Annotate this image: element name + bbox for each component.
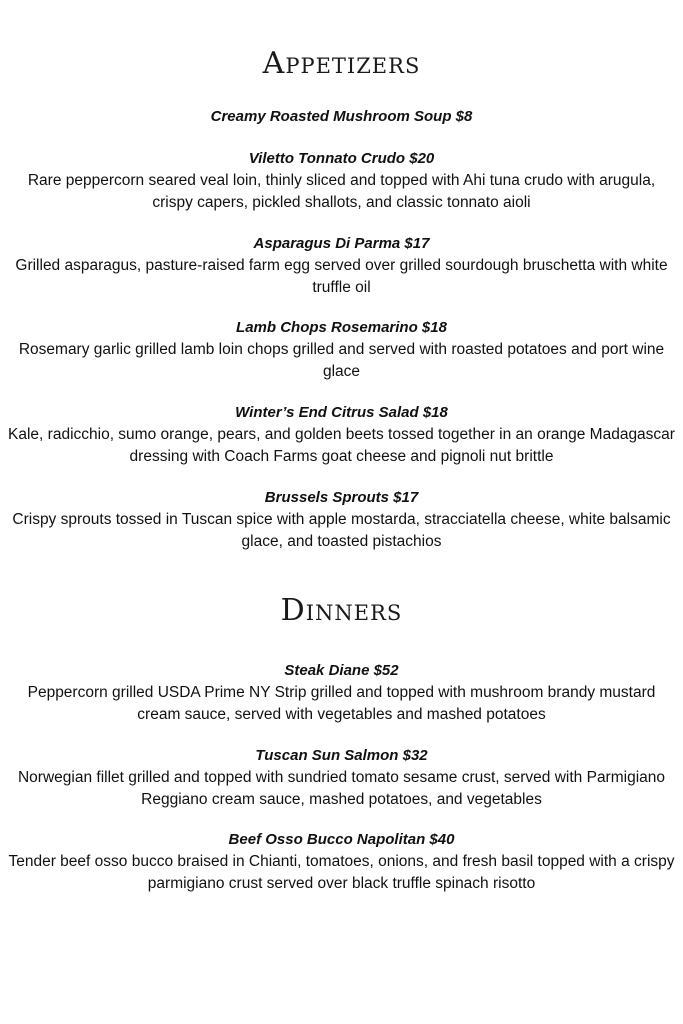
item-description: Tender beef osso bucco braised in Chianti, tomatoes, onions, and fresh basil topped with a crispy parmigiano crust served over black truffle spinach risotto [8,853,675,892]
menu-item [0,660,683,725]
item-description: Rare peppercorn seared veal loin, thinly sliced and topped with Ahi tuna crudo with arugula, crispy capers, pickled shallots, and classic tonnato aioli [27,172,656,211]
item-heading: Viletto Tonnato Crudo $20 [248,150,435,167]
section-title-appetizers: Appetizers [262,46,421,81]
item-heading: Lamb Chops Rosemarino $18 [236,319,447,336]
item-heading: Beef Osso Bucco Napolitan $40 [228,831,455,848]
item-description: Grilled asparagus, pasture-raised farm egg served over grilled sourdough bruschetta with white truffle oil [15,257,668,296]
item-heading: Brussels Sprouts $17 [264,489,419,506]
item-heading: Creamy Roasted Mushroom Soup $8 [210,108,473,125]
item-heading: Steak Diane $52 [284,662,399,679]
item-heading: Winter’s End Citrus Salad $18 [235,404,448,421]
menu-item [0,829,683,894]
item-description: Peppercorn grilled USDA Prime NY Strip grilled and topped with mushroom brandy mustard cream sauce, served with vegetables and mashed potatoes [27,684,656,723]
menu-item [0,233,683,298]
item-description: Kale, radicchio, sumo orange, pears, and golden beets tossed together in an orange Madagascar dressing with Coach Farms goat cheese and pignoli nut brittle [8,426,675,465]
item-description: Norwegian fillet grilled and topped with sundried tomato sesame crust, served with Parmigiano Reggiano cream sauce, mashed potatoes, and vegetables [17,769,666,808]
menu-item [0,402,683,467]
menu-item [0,745,683,810]
menu-item [0,487,683,552]
item-heading: Tuscan Sun Salmon $32 [255,747,428,764]
item-description: Rosemary garlic grilled lamb loin chops grilled and served with roasted potatoes and port wine glace [18,341,665,380]
menu-item [0,317,683,382]
menu-item [0,106,683,128]
menu-item [0,148,683,213]
section-title-dinners: Dinners [280,593,403,628]
item-description: Crispy sprouts tossed in Tuscan spice with apple mostarda, stracciatella cheese, white balsamic glace, and toasted pistachios [12,511,671,550]
item-heading: Asparagus Di Parma $17 [253,235,430,252]
